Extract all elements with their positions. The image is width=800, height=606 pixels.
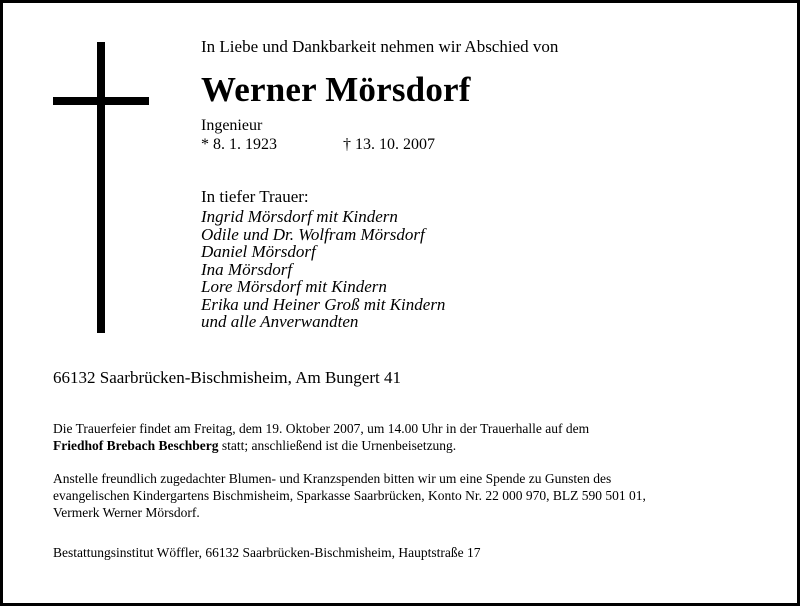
ceremony-line-1: Die Trauerfeier findet am Freitag, dem 19. Oktober 2007, um 14.00 Uhr in der Trauerhalle auf dem: [53, 421, 590, 436]
mourner-item: Odile und Dr. Wolfram Mörsdorf: [201, 224, 425, 244]
family-address: 66132 Saarbrücken-Bischmisheim, Am Bungert 41: [53, 368, 401, 387]
mourners-list: [201, 208, 445, 331]
funeral-home: Bestattungsinstitut Wöffler, 66132 Saarbrücken-Bischmisheim, Hauptstraße 17: [53, 545, 481, 560]
mourner-item: und alle Anverwandten: [201, 312, 359, 331]
cross-horizontal-bar: [53, 97, 149, 105]
ceremony-line-2-rest: statt; anschließend ist die Urnenbeisetzung.: [218, 438, 457, 453]
birth-date: * 8. 1. 1923: [201, 136, 277, 153]
mourner-item: Daniel Mörsdorf: [201, 242, 316, 261]
cross-vertical-bar: [97, 42, 105, 333]
ceremony-line-2: [53, 437, 589, 454]
donation-line-3: Vermerk Werner Mörsdorf.: [53, 505, 200, 520]
mourner-item: Lore Mörsdorf mit Kindern: [201, 277, 387, 296]
mourner-item: Erika und Heiner Groß mit Kindern: [201, 294, 446, 314]
occupation: Ingenieur: [201, 117, 263, 134]
ceremony-paragraph: [53, 420, 589, 454]
intro-line: In Liebe und Dankbarkeit nehmen wir Abschied von: [201, 37, 559, 56]
death-date: † 13. 10. 2007: [343, 136, 435, 153]
donation-line-1: Anstelle freundlich zugedachter Blumen- und Kranzspenden bitten wir um eine Spende zu Gunsten des: [53, 471, 612, 486]
mourner-item: Ingrid Mörsdorf mit Kindern: [201, 207, 398, 226]
mourner-item: Ina Mörsdorf: [201, 259, 293, 279]
deceased-name: Werner Mörsdorf: [201, 70, 471, 109]
ceremony-venue: Friedhof Brebach Beschberg: [53, 438, 219, 453]
donation-paragraph: [53, 470, 646, 521]
mourning-heading: In tiefer Trauer:: [201, 187, 309, 206]
donation-line-2: evangelischen Kindergartens Bischmisheim, Sparkasse Saarbrücken, Konto Nr. 22 000 970, BLZ 590 501 01,: [53, 488, 646, 503]
